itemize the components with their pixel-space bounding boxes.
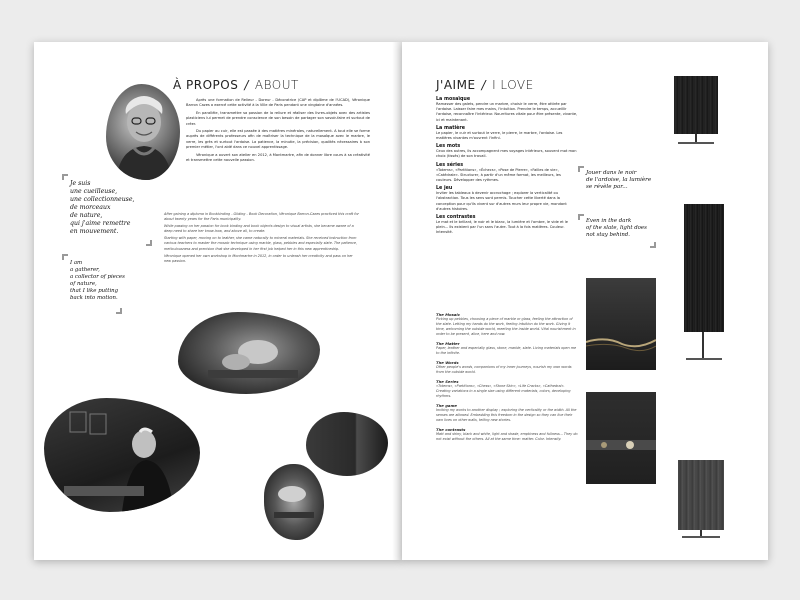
fr-paragraph: Du papier au cuir, elle est passée à des matières minérales, naturellement. A tout elle se forme auprès de différents professeurs afin de maîtriser la technique de la mosaïque avec le marbre, le verre, les grès et surtout l'ardoise. La patience, la minutie, la précision, qualités nécessaires à son premier métier, l'ont aidé dans ce nouvel apprentissage. bbox=[186, 129, 370, 150]
slate-band-figure bbox=[586, 392, 656, 484]
quote-line: une cueilleuse, bbox=[70, 188, 118, 195]
about-title bbox=[173, 78, 299, 92]
quote-corner-mark bbox=[144, 238, 152, 246]
quote-line: de nature, bbox=[70, 212, 103, 219]
about-english-text bbox=[164, 212, 360, 264]
en-section-text: Matt and shiny, black and white, light and shade, emptiness and fullness... They do not exist without the others. All at the same time: matter. Color. Intensity. bbox=[436, 432, 578, 441]
quote-corner-mark bbox=[114, 306, 122, 314]
quote-line: I am bbox=[70, 260, 83, 266]
en-section-heading: The Mosaic bbox=[436, 312, 460, 317]
en-section-text: Inviting my works to another display ; exploring the verticality or the width. All the senses are allowed. Embedding this freedom in the design so they can live their own lives on other walls, telling new stories. bbox=[436, 408, 577, 422]
left-page bbox=[34, 42, 402, 560]
artwork-base bbox=[678, 142, 714, 144]
quote-corner-mark bbox=[62, 254, 70, 262]
quote-line: se révèle par... bbox=[586, 184, 628, 190]
artwork-totem-top bbox=[674, 76, 718, 134]
quote-french bbox=[70, 180, 160, 236]
love-french-text bbox=[436, 94, 578, 236]
tools-figure bbox=[264, 464, 324, 540]
portrait-photo bbox=[106, 84, 180, 180]
about-title-sep: / bbox=[244, 78, 249, 92]
fr-paragraph: Véronique a ouvert son atelier en 2012, à Montmartre, afin de donner libre cours à sa créativité et transmettre cette nouvelle passion. bbox=[186, 152, 370, 163]
quote-line: en mouvement. bbox=[70, 228, 119, 235]
quote-english-right bbox=[586, 218, 668, 239]
en-paragraph: Starting with paper, moving on to leather, she came naturally to mineral materials. She received instruction from various teachers to master the mosaic technique using marble, glass, pebbles and especially slate. The patience, meticulousness and precision that she developed in her first job helped her in this new apprenticeship. bbox=[164, 236, 358, 251]
quote-line: back into motion. bbox=[70, 295, 118, 301]
artwork-totem-tall bbox=[684, 204, 724, 332]
en-paragraph: Véronique opened her own workshop in Montmartre in 2012, in order to unleash her creativity and pass on her new passion. bbox=[164, 253, 353, 263]
workshop-figure bbox=[44, 398, 200, 512]
artwork-stand bbox=[695, 134, 697, 142]
fr-section-heading: La mosaïque bbox=[436, 97, 471, 102]
artwork-base bbox=[686, 358, 722, 360]
artwork-slate-panel bbox=[586, 392, 656, 484]
en-section-heading: The Series bbox=[436, 379, 459, 384]
photo-artist-workshop bbox=[44, 398, 200, 512]
fr-section-heading: Les mots bbox=[436, 144, 461, 150]
quote-line: not stay behind. bbox=[586, 232, 630, 238]
love-title-sep: / bbox=[481, 78, 487, 92]
quote-line: of the slate, light does bbox=[586, 225, 647, 231]
quote-line: a collector of pieces bbox=[70, 274, 125, 280]
slate-crack-figure bbox=[586, 278, 656, 370]
love-title-fr: J'AIME bbox=[436, 78, 476, 92]
fr-section-heading: Les contrastes bbox=[436, 215, 476, 221]
fr-section-heading: La matière bbox=[436, 125, 466, 131]
en-section-text: Picking up pebbles, choosing a piece of marble or glass, feeling the attraction of the slate. Letting my hands do the work, feeling intuition do the work. Giving it time, welcoming the outside world, meeting the inside world. Vital nourishment in order to be present, alive, here and now. bbox=[436, 317, 576, 336]
love-title bbox=[436, 78, 534, 92]
photo-tools-detail bbox=[264, 464, 324, 540]
quote-line: of nature, bbox=[70, 281, 97, 287]
fr-section-text: Inviter les tableaux à devenir accrochage ; explorer la verticalité ou l'abstraction. Tous les sens sont permis. Toucher cette liberté dans la conception pour qu'ils vivent sur d'autres murs leur propre vie, mondant d'autres histoires. bbox=[436, 191, 567, 211]
quote-english bbox=[70, 260, 156, 302]
hands-figure bbox=[178, 312, 320, 394]
about-title-en: ABOUT bbox=[254, 78, 299, 92]
fr-section-text: Ramasser des galets, pendre un marbre, choisir le verre, être attirée par l'ardoise. Laisser faire mes mains, l'intuition. Prendre le temps, accueillir l'ardoise, reconnaître l'intérieur. Nourritures vitale pour être présente, vivante, ici et maintenant. bbox=[436, 102, 578, 122]
artwork-base bbox=[682, 536, 720, 538]
fr-paragraph: Après une formation de Relieur - Doreur - Décoratrice (CAP et diplôme de l'UCAD), Véronique Barron Cazes a exercé cette activité à la Ville de Paris pendant une vingtaine d'années. bbox=[186, 98, 370, 108]
quote-line: Even in the dark bbox=[586, 218, 632, 224]
quote-line: une collectionneuse, bbox=[70, 196, 135, 203]
artwork-slate-square bbox=[586, 278, 656, 370]
en-section-heading: The Words bbox=[436, 360, 459, 365]
fr-section-text: Le papier, le cuir et surtout le verre, le pierre, le marbre, l'ardoise. Les matières vivantes m'ouvrent l'infini. bbox=[436, 130, 563, 141]
en-section-heading: The game bbox=[436, 403, 458, 408]
en-section-text: Paper, leather and especially glass, stone, marble, slate. Living materials open me to the infinite. bbox=[436, 346, 577, 355]
about-french-text bbox=[186, 98, 370, 163]
right-page bbox=[402, 42, 768, 560]
quote-line: de morceaux bbox=[70, 204, 111, 211]
quote-line: qui j'aime remettre bbox=[70, 220, 131, 227]
en-section-text: Other people's words, companions of my inner journeys, nourish my own words from the outside world. bbox=[436, 365, 572, 374]
quote-line: de l'ardoise, la lumière bbox=[586, 177, 652, 183]
quote-line: that I like putting bbox=[70, 288, 119, 294]
en-section-heading: The Matter bbox=[436, 341, 460, 346]
quote-french-right bbox=[586, 170, 668, 191]
fr-section-heading: Le jeu bbox=[436, 186, 453, 192]
quote-corner-mark bbox=[648, 240, 656, 248]
artwork-stand bbox=[702, 332, 704, 358]
en-section-heading: The contrasts bbox=[436, 427, 466, 432]
portrait-figure bbox=[106, 84, 180, 180]
en-paragraph: While passing on her passion for book binding and book objects design to visual artists, she became aware of a deep need to share her know-how, and above all, to create. bbox=[164, 224, 354, 234]
fr-paragraph: En parallèle, transmettre sa passion de la reliure et réaliser des livres-objets avec des artistes plasticiens lui permet de prendre conscience de son besoin de partager son savoir-faire et surtout de créer. bbox=[186, 110, 370, 126]
about-title-fr: À PROPOS bbox=[173, 78, 239, 92]
quote-corner-mark bbox=[578, 166, 586, 174]
love-title-en: I LOVE bbox=[492, 78, 534, 92]
quote-line: Jouer dans le noir bbox=[586, 170, 637, 176]
fr-section-text: «Totems», «Partitions», «Échecs», «Pose de Pierre», «Failles de vie», «Catédrale». Structurer, à partir d'un même format, les meilleurs, les couleurs. Développer des rythmes. bbox=[436, 167, 561, 183]
photo-hands-working bbox=[178, 312, 320, 394]
quote-line: Je suis bbox=[70, 180, 91, 187]
artwork-textured-small bbox=[678, 460, 724, 530]
fr-section-heading: Les séries bbox=[436, 162, 464, 168]
en-section-text: «Totems», «Partitions», «Chess», «Stone Skin», «Life Cracks», «Cathedral». Creating variations in a single size using different materials, colors, developing rhythms. bbox=[436, 384, 571, 398]
fr-section-text: Ceux des autres, ils accompagnent mes voyages intérieurs, souvent mot mon choix (tissés) de son travail. bbox=[436, 149, 577, 159]
fr-section-text: Le mat et le brillant, le noir et le blanc, la lumière et l'ombre, le vide et le plein... Ils existent par l'un sans l'autre. Tout à la fois matières. Couleur. Intensité. bbox=[436, 220, 568, 235]
quote-line: a gatherer, bbox=[70, 267, 100, 273]
quote-corner-mark bbox=[62, 174, 70, 182]
en-paragraph: After gaining a diploma in Bookbinding - Gilding - Book Decoration, Véronique Barron-Cazes practiced this craft for about twenty years for the Paris municipality. bbox=[164, 212, 359, 222]
love-english-text bbox=[436, 308, 578, 442]
photo-slate-panel bbox=[306, 412, 388, 476]
quote-corner-mark bbox=[578, 214, 586, 222]
